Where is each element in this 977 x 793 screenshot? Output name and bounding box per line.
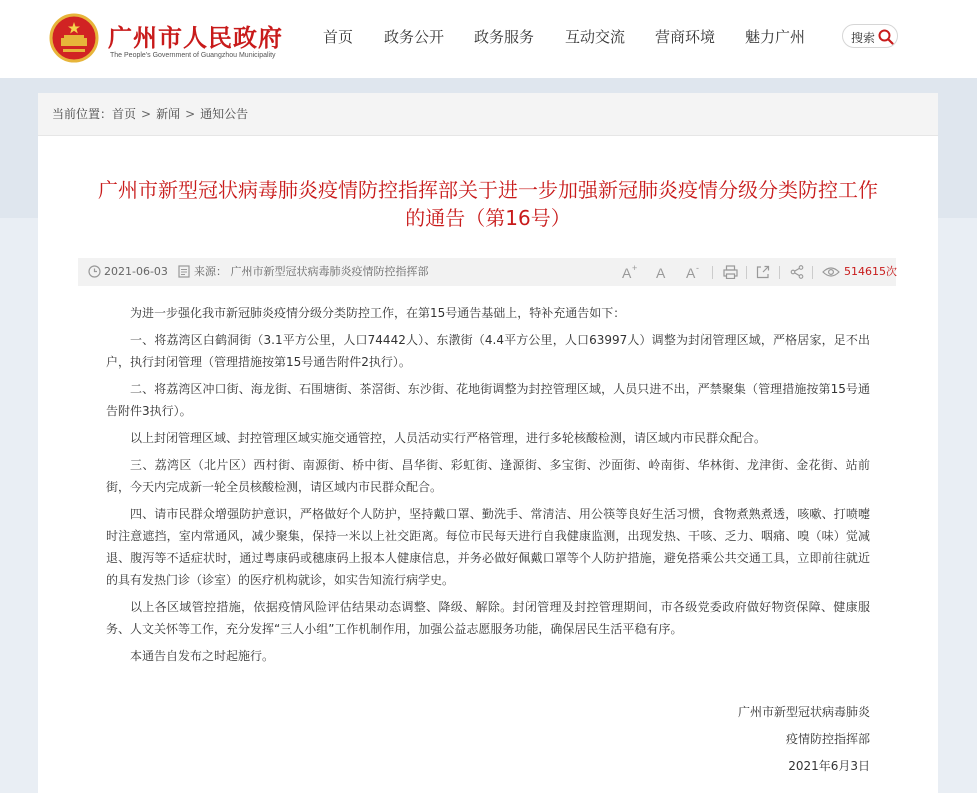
article-paragraph: 二、将荔湾区冲口街、海龙街、石围塘街、茶滘街、东沙街、花地街调整为封控管理区域，人员只进不出，严禁聚集（管理措施按第15号通告附件3执行）。 — [106, 382, 870, 418]
nav-gov-services[interactable]: 政务服务 — [474, 28, 535, 46]
article-meta-bar — [78, 258, 896, 286]
article-card — [38, 93, 938, 793]
nav-interaction[interactable]: 互动交流 — [565, 28, 626, 46]
article-source: 来源： 广州市新型冠状病毒肺炎疫情防控指挥部 — [194, 265, 429, 278]
clock-icon — [88, 265, 101, 278]
breadcrumb-separator: > — [185, 107, 196, 121]
article-paragraph: 一、将荔湾区白鹤洞街（3.1平方公里，人口74442人）、东漖街（4.4平方公里，人口63997人）调整为封闭管理区域，严格居家，足不出户，执行封闭管理（管理措施按第15号通告附件2执行）。 — [106, 333, 870, 369]
article-paragraph: 为进一步强化我市新冠肺炎疫情分级分类防控工作，在第15号通告基础上，特补充通告如下： — [130, 306, 626, 320]
svg-text:A: A — [656, 265, 666, 280]
breadcrumb-home[interactable]: 首页 — [112, 107, 137, 121]
nav-gov-affairs-open[interactable]: 政务公开 — [384, 28, 445, 46]
font-increase-icon[interactable] — [621, 264, 639, 280]
meta-divider — [812, 266, 813, 279]
svg-text:+: + — [632, 264, 638, 273]
signature-line: 广州市新型冠状病毒肺炎 — [737, 705, 870, 719]
breadcrumb-prefix: 当前位置： — [52, 107, 113, 121]
meta-divider — [712, 266, 713, 279]
font-normal-icon[interactable] — [655, 264, 669, 280]
signature-line: 疫情防控指挥部 — [785, 732, 870, 746]
svg-text:A: A — [622, 265, 632, 280]
national-emblem-icon — [49, 13, 99, 63]
font-decrease-icon[interactable] — [685, 264, 703, 280]
article-paragraph: 三、荔湾区（北片区）西村街、南源街、桥中街、昌华街、彩虹街、逢源街、多宝街、沙面街、岭南街、华林街、龙津街、金花街、站前街，今天内完成新一轮全员核酸检测，请区域内市民群众配合。 — [106, 458, 870, 494]
breadcrumb-separator: > — [141, 107, 152, 121]
view-count — [844, 258, 897, 286]
signature-date: 2021年6月3日 — [788, 759, 870, 773]
article-paragraph: 四、请市民群众增强防护意识，严格做好个人防护，坚持戴口罩、勤洗手、常清洁、用公筷等良好生活习惯，食物煮熟煮透，咳嗽、打喷嚏时注意遮挡，室内常通风，减少聚集，保持一米以上社交距离。每位市民每天进行自我健康监测，出现发热、干咳、乏力、咽痛、嗅（味）觉减退、腹泻等不适症状时，通过粤康码或穗康码上报本人健康信息，并务必做好佩戴口罩等个人防护措施，避免搭乘公共交通工具，立即前往就近的具有发热门诊（诊室）的医疗机构就诊，如实告知流行病学史。 — [106, 507, 870, 587]
site-subtitle: The People's Government of Guangzhou Municipality — [110, 52, 276, 59]
share-out-icon[interactable] — [756, 265, 770, 279]
view-count-unit: 次 — [886, 265, 897, 278]
breadcrumb-news[interactable]: 新闻 — [156, 107, 181, 121]
breadcrumb-notices[interactable]: 通知公告 — [200, 107, 249, 121]
search-label: 搜索 — [851, 31, 876, 45]
svg-text:A: A — [686, 265, 696, 280]
nav-charm-guangzhou[interactable]: 魅力广州 — [745, 28, 806, 46]
article-body — [106, 302, 870, 672]
article-date: 2021-06-03 — [104, 265, 168, 278]
article-signature — [738, 699, 870, 780]
article-paragraph: 以上各区域管控措施，依据疫情风险评估结果动态调整、降级、解除。封闭管理及封控管理期间，市各级党委政府做好物资保障、健康服务、人文关怀等工作，充分发挥“三人小组”工作机制作用，加强公益志愿服务功能，确保居民生活平稳有序。 — [106, 600, 870, 636]
print-icon[interactable] — [723, 265, 738, 279]
search-icon — [878, 29, 894, 45]
svg-text:-: - — [696, 264, 699, 273]
article-paragraph: 本通告自发布之时起施行。 — [130, 649, 275, 663]
meta-divider — [779, 266, 780, 279]
eye-icon — [822, 266, 840, 278]
article-title: 广州市新型冠状病毒肺炎疫情防控指挥部关于进一步加强新冠肺炎疫情分级分类防控工作的通告（第16号） — [98, 178, 878, 230]
site-title[interactable]: 广州市人民政府 — [108, 24, 283, 52]
search-button[interactable] — [842, 24, 898, 48]
nav-business-environment[interactable]: 营商环境 — [655, 28, 716, 46]
source-icon — [178, 265, 190, 278]
breadcrumb — [38, 93, 938, 136]
meta-divider — [746, 266, 747, 279]
share-icon[interactable] — [790, 265, 804, 279]
site-header — [0, 0, 977, 78]
nav-home[interactable]: 首页 — [323, 28, 354, 46]
article-paragraph: 以上封闭管理区域、封控管理区域实施交通管控，人员活动实行严格管理，进行多轮核酸检测，请区域内市民群众配合。 — [130, 431, 767, 445]
view-count-number: 514615 — [844, 265, 886, 278]
